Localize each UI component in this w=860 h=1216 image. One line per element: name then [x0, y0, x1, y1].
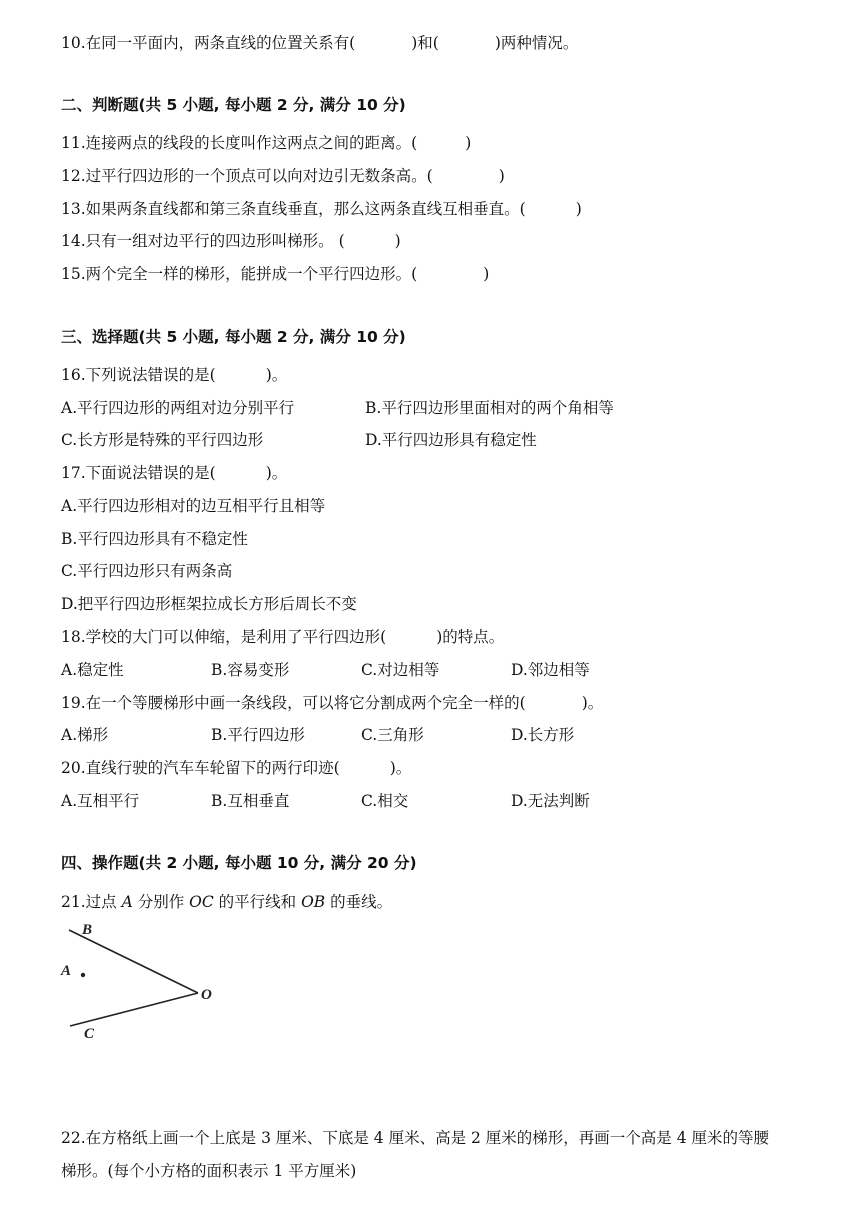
question-11: 11.连接两点的线段的长度叫作这两点之间的距离。( )	[61, 134, 472, 152]
section-heading-judgment: 二、判断题(共 5 小题, 每小题 2 分, 满分 10 分)	[61, 96, 406, 114]
label-o: O	[201, 987, 212, 1003]
question-21: 21.过点 A 分别作 OC 的平行线和 OB 的垂线。	[61, 893, 393, 911]
q19-option-d: D.长方形	[511, 726, 575, 744]
q19-option-b: B.平行四边形	[211, 726, 305, 744]
q16-option-c: C.长方形是特殊的平行四边形	[61, 431, 264, 449]
q18-option-b: B.容易变形	[211, 661, 290, 679]
question-13: 13.如果两条直线都和第三条直线垂直，那么这两条直线互相垂直。( )	[61, 200, 582, 218]
question-22-line-2: 梯形。(每个小方格的面积表示 1 平方厘米)	[61, 1162, 357, 1180]
question-12: 12.过平行四边形的一个顶点可以向对边引无数条高。( )	[61, 167, 505, 185]
point-a	[81, 973, 85, 977]
question-20: 20.直线行驶的汽车车轮留下的两行印迹( )。	[61, 759, 412, 777]
q16-option-b: B.平行四边形里面相对的两个角相等	[365, 399, 614, 417]
q16-option-d: D.平行四边形具有稳定性	[365, 431, 537, 449]
q17-option-d: D.把平行四边形框架拉成长方形后周长不变	[61, 595, 357, 613]
question-15: 15.两个完全一样的梯形，能拼成一个平行四边形。( )	[61, 265, 490, 283]
angle-figure	[56, 918, 231, 1048]
q20-option-a: A.互相平行	[61, 792, 140, 810]
q19-option-c: C.三角形	[361, 726, 424, 744]
question-22-line-1: 22.在方格纸上画一个上底是 3 厘米、下底是 4 厘米、高是 2 厘米的梯形，再画一个高是 4 厘米的等腰	[61, 1129, 770, 1147]
ray-ob	[69, 930, 198, 993]
q17-option-c: C.平行四边形只有两条高	[61, 562, 233, 580]
question-14: 14.只有一组对边平行的四边形叫梯形。 ( )	[61, 232, 401, 250]
label-c: C	[84, 1026, 95, 1042]
q19-option-a: A.梯形	[61, 726, 109, 744]
question-17: 17.下面说法错误的是( )。	[61, 464, 288, 482]
q16-option-a: A.平行四边形的两组对边分别平行	[61, 399, 295, 417]
ray-oc	[70, 993, 198, 1026]
question-10: 10.在同一平面内，两条直线的位置关系有( )和( )两种情况。	[61, 34, 579, 52]
question-18: 18.学校的大门可以伸缩，是利用了平行四边形( )的特点。	[61, 628, 505, 646]
question-16: 16.下列说法错误的是( )。	[61, 366, 288, 384]
question-19: 19.在一个等腰梯形中画一条线段，可以将它分割成两个完全一样的( )。	[61, 694, 604, 712]
label-b: B	[82, 922, 93, 938]
q18-option-c: C.对边相等	[361, 661, 440, 679]
q17-option-a: A.平行四边形相对的边互相平行且相等	[61, 497, 326, 515]
section-heading-operation: 四、操作题(共 2 小题, 每小题 10 分, 满分 20 分)	[61, 854, 417, 872]
section-heading-choice: 三、选择题(共 5 小题, 每小题 2 分, 满分 10 分)	[61, 328, 406, 346]
label-a: A	[61, 963, 72, 979]
q18-option-d: D.邻边相等	[511, 661, 590, 679]
q20-option-b: B.互相垂直	[211, 792, 290, 810]
q20-option-c: C.相交	[361, 792, 409, 810]
q17-option-b: B.平行四边形具有不稳定性	[61, 530, 248, 548]
q18-option-a: A.稳定性	[61, 661, 124, 679]
q20-option-d: D.无法判断	[511, 792, 590, 810]
